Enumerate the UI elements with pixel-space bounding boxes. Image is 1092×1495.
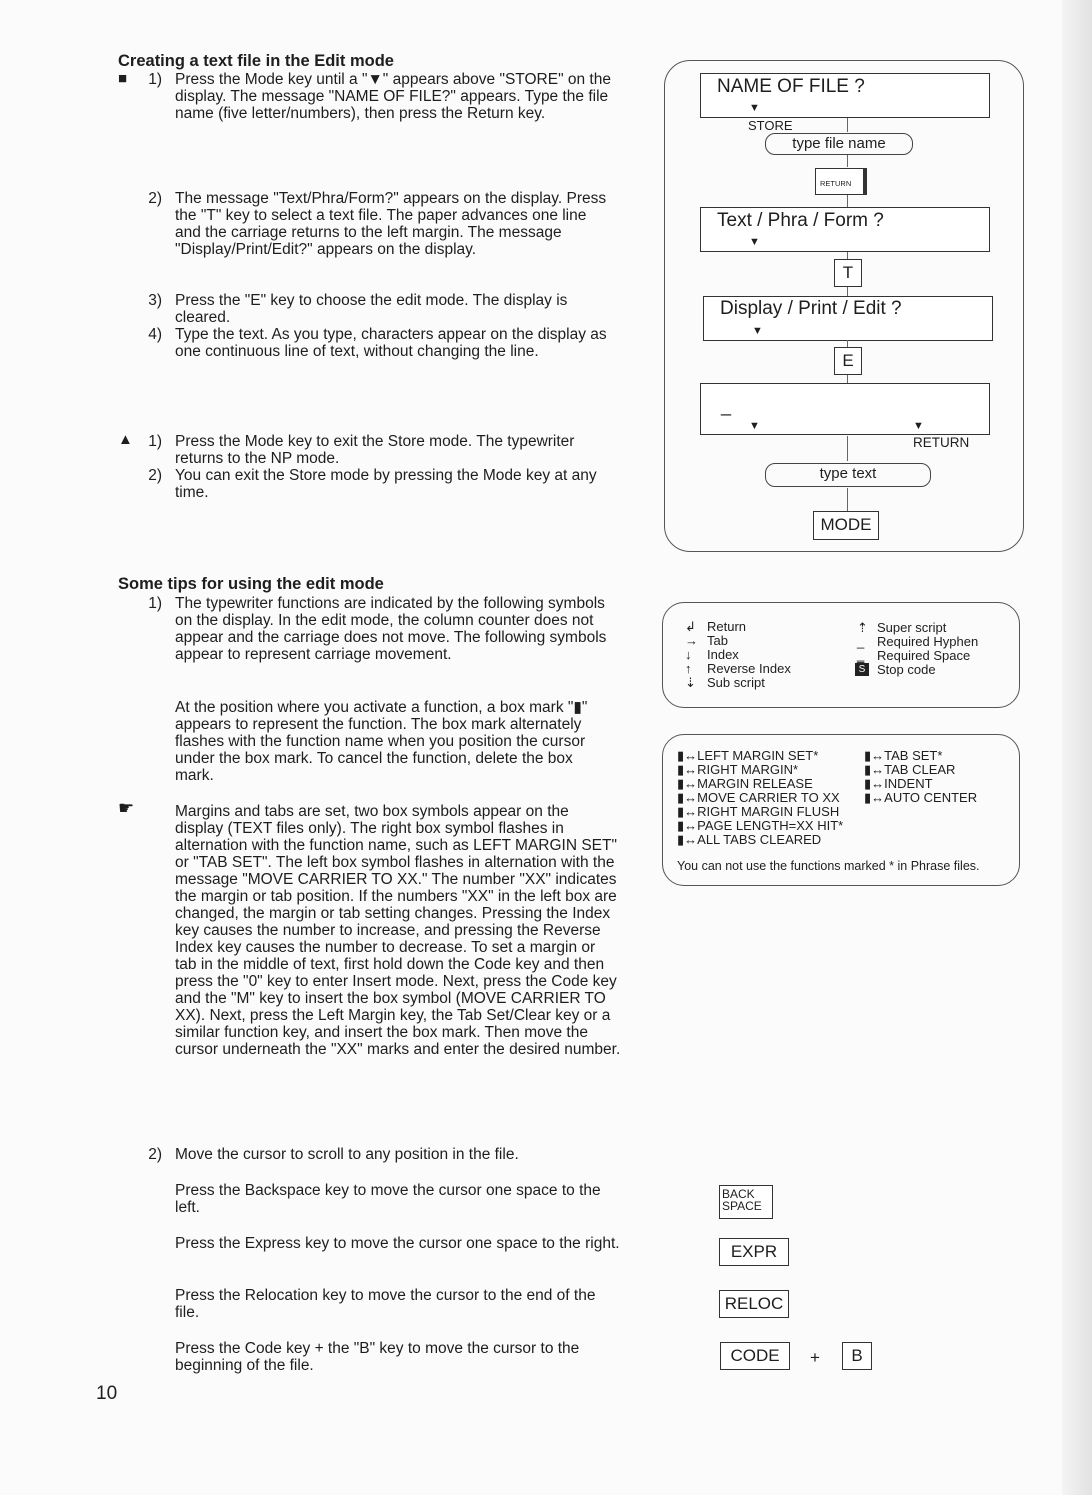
required-space-symbol-icon: ‗ (857, 648, 865, 663)
function-name: ▮↔PAGE LENGTH=XX HIT* (677, 818, 844, 833)
symbol-label: Required Space (877, 648, 971, 663)
pill-type-text: type text (765, 463, 931, 487)
function-name: ▮↔ALL TABS CLEARED (677, 832, 822, 847)
step-number: 3) (148, 292, 162, 309)
pointer-arrow-icon: ▼ (752, 325, 763, 337)
step-text: Type the text. As you type, characters appear on the display as one continuous line of text, without changing the line. (175, 326, 607, 360)
connector-line (847, 195, 848, 207)
symbol-label: Tab (707, 633, 728, 648)
symbol-label: Sub script (707, 675, 765, 690)
step-text: The message "Text/Phra/Form?" appears on the display. Press the "T" key to select a text file. The paper advances one line and the carriage returns to the left margin. The message "Display/Print/Edit?" appears on the display. (175, 190, 607, 258)
page-edge-shadow (1062, 0, 1092, 1495)
display-text: Text / Phra / Form ? (717, 210, 884, 231)
pointer-arrow-icon: ▼ (749, 102, 760, 114)
function-name: ▮↔TAB CLEAR (864, 762, 956, 777)
plus-sign: + (810, 1348, 820, 1367)
function-name: ▮↔LEFT MARGIN SET* (677, 748, 819, 763)
subscript-symbol-icon: ⇣ (685, 675, 696, 690)
step-number: 4) (148, 326, 162, 343)
display-name-of-file (700, 73, 990, 118)
e-key: E (834, 347, 862, 375)
expr-key: EXPR (719, 1238, 789, 1266)
return-label: RETURN (913, 435, 970, 450)
connector-line (847, 436, 848, 461)
return-key-label: RETURN (820, 179, 852, 188)
step-text: Move the cursor to scroll to any position in the file. (175, 1146, 519, 1163)
connector-line (847, 287, 848, 296)
t-key: T (834, 259, 862, 287)
step-text: Press the Mode key to exit the Store mode. The typewriter returns to the NP mode. (175, 433, 575, 467)
display-text: NAME OF FILE ? (717, 76, 865, 97)
section-heading-create: Creating a text file in the Edit mode (118, 52, 394, 70)
step-text: The typewriter functions are indicated by the following symbols on the display. In the edit mode, the column counter does not appear and the carriage does not move. The following symbols appear to represent carriage movement. (175, 595, 607, 663)
required-hyphen-symbol-icon: _ (857, 634, 865, 649)
step-number: 2) (148, 190, 162, 207)
step-number: 1) (148, 433, 162, 450)
pointing-hand-icon: ☛ (118, 798, 135, 818)
pointer-arrow-icon: ▼ (749, 236, 760, 248)
code-key: CODE (720, 1342, 790, 1370)
triangle-marker: ▲ (118, 431, 133, 448)
move-code-b-text: Press the Code key + the "B" key to move the cursor to the beginning of the file. (175, 1340, 580, 1374)
symbol-label: Index (707, 647, 739, 662)
symbol-label: Super script (877, 620, 947, 635)
pointer-arrow-icon: ▼ (913, 420, 924, 432)
display-text-phra-form (700, 207, 990, 252)
cursor-mark: _ (721, 396, 732, 416)
return-key (815, 168, 867, 195)
move-express-text: Press the Express key to move the cursor one space to the right. (175, 1235, 620, 1252)
b-key: B (842, 1342, 872, 1370)
functions-note: You can not use the functions marked * in Phrase files. (677, 859, 980, 873)
paragraph-margins-tabs: Margins and tabs are set, two box symbols appear on the display (TEXT files only). The right box symbol flashes in alternation with the function name, such as LEFT MARGIN SET" or "TAB SET". The left box symbol flashes in alternation with the message "MOVE CARRIER TO XX." The number "XX" indicates the margin or tab position. If the numbers "XX" in the left box are changed, the margin or tab setting changes. Pressing the Index key causes the number to increase, and pressing the Reverse Index key causes the number to decrease. To set a margin or tab in the middle of text, first hold down the Code key and then press the "0" key to enter Insert mode. Next, press the Code key and the "M" key to insert the box symbol (MOVE CARRIER TO XX). Next, press the Left Margin key, the Tab Set/Clear key or a similar function key, and insert the box mark. Then move the cursor underneath the "XX" marks and enter the desired number. (175, 803, 621, 1058)
step-text: Press the "E" key to choose the edit mode. The display is cleared. (175, 292, 568, 326)
step-number: 2) (148, 1146, 162, 1163)
symbol-label: Stop code (877, 662, 936, 677)
backspace-key (719, 1185, 773, 1219)
connector-line (847, 155, 848, 167)
function-name: ▮↔MOVE CARRIER TO XX (677, 790, 840, 805)
step-number: 2) (148, 467, 162, 484)
step-number: 1) (148, 71, 162, 88)
tab-symbol-icon: → (685, 633, 698, 648)
function-name: ▮↔RIGHT MARGIN* (677, 762, 799, 777)
symbol-label: Reverse Index (707, 661, 791, 676)
step-text: Press the Mode key until a "▼" appears above "STORE" on the display. The message "NAME OF FILE?" appears. Type the file name (five letter/numbers), then press the Return key. (175, 71, 611, 122)
function-name: ▮↔RIGHT MARGIN FLUSH (677, 804, 840, 819)
display-text: Display / Print / Edit ? (720, 298, 902, 319)
return-symbol-icon: ↲ (685, 619, 696, 634)
section-heading-tips: Some tips for using the edit mode (118, 575, 384, 593)
connector-line (847, 488, 848, 512)
connector-line (847, 375, 848, 383)
store-label: STORE (748, 118, 793, 133)
page-number: 10 (96, 1383, 118, 1404)
move-backspace-text: Press the Backspace key to move the cursor one space to the left. (175, 1182, 601, 1216)
key-label: BACK (722, 1187, 755, 1201)
step-number: 1) (148, 595, 162, 612)
step-text: You can exit the Store mode by pressing the Mode key at any time. (175, 467, 597, 501)
function-name: ▮↔MARGIN RELEASE (677, 776, 813, 791)
stop-code-symbol-icon: S (855, 663, 869, 676)
symbol-label: Required Hyphen (877, 634, 979, 649)
reverse-index-symbol-icon: ↑ (685, 661, 692, 676)
pointer-arrow-icon: ▼ (749, 420, 760, 432)
square-marker: ■ (118, 70, 128, 87)
pill-type-file-name: type file name (765, 133, 913, 155)
move-relocation-text: Press the Relocation key to move the cursor to the end of the file. (175, 1287, 596, 1321)
reloc-key: RELOC (719, 1290, 789, 1318)
display-empty-edit (700, 383, 990, 435)
display-print-edit (703, 296, 993, 341)
connector-line (847, 118, 848, 132)
index-symbol-icon: ↓ (685, 647, 692, 662)
superscript-symbol-icon: ⇡ (857, 620, 868, 635)
function-name: ▮↔TAB SET* (864, 748, 943, 763)
function-name: ▮↔AUTO CENTER (864, 790, 978, 805)
symbol-label: Return (707, 619, 747, 634)
mode-key: MODE (813, 511, 879, 540)
function-name: ▮↔INDENT (864, 776, 933, 791)
key-label: SPACE (722, 1199, 762, 1213)
paragraph-box-mark: At the position where you activate a function, a box mark "▮" appears to represent the function. The box mark alternately flashes with the function name when you position the cursor under the box mark. To cancel the function, delete the box mark. (175, 699, 588, 784)
